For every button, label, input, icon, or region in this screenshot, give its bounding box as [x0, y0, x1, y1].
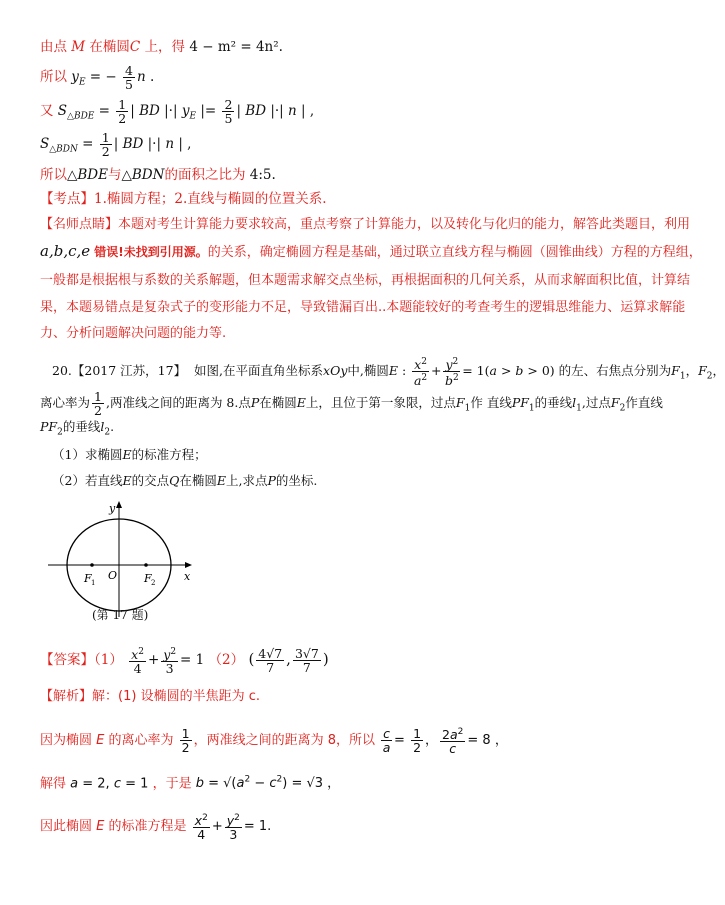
solution-line-3: 又 $S_{\triangle BDE}$ = $\frac{1}{2}$ | BD |·| $y_E$ |= $\frac{2}{5}$ | BD |·| n | ,: [40, 97, 315, 126]
y-axis-label: y: [109, 502, 116, 515]
kaodian-line: 【考点】1.椭圆方程；2.直线与椭圆的位置关系.: [40, 191, 327, 207]
problem-line-1: 20.【2017 江苏，17】 如图,在平面直角坐标系xOy中,椭圆E : $\frac{x^2}{a^2}$ + $\frac{y^2}{b^2}$ = 1(a > b > 0) 的左、右焦点分别为$F_1$，$F_2$，: [52, 357, 725, 389]
f2-subscript: 2: [151, 579, 156, 587]
x-axis-label: x: [184, 570, 191, 583]
y-axis-arrow: [116, 501, 122, 508]
solution-line-5: 所以△BDE与△BDN的面积之比为 4:5.: [40, 167, 276, 183]
problem-line-3: $PF_2$的垂线$l_2$.: [40, 419, 115, 438]
question-2: （2）若直线E的交点Q在椭圆E上,求点P的坐标.: [52, 473, 318, 488]
f1-label: F: [84, 572, 92, 585]
f1-subscript: 1: [91, 579, 96, 587]
problem-line-2: 离心率为 $\frac{1}{2}$ ,两准线之间的距离为 8.点P在椭圆E上，且位于第一象限，过点$F_1$作 直线$PF_1$的垂线$l_1$,过点$F_2$作直线: [40, 389, 663, 418]
question-1: （1）求椭圆E的标准方程；: [52, 447, 207, 462]
analysis-line-4: 因此椭圆 E 的标准方程是 $\frac{x^2}{4}$ + $\frac{y^2}{3}$ = 1.: [40, 813, 272, 843]
origin-label: O: [108, 569, 118, 582]
mingshi-line-2: a,b,c,e 错误!未找到引用源。的关系，确定椭圆方程是基础，通过联立直线方程与椭圆（圆锥曲线）方程的方程组，: [40, 242, 702, 260]
x-axis-arrow: [185, 562, 192, 568]
focus-f1-point: [90, 563, 94, 567]
figure-caption: (第 17 题): [92, 608, 149, 622]
mingshi-line-4: 果，本题易错点是复杂式子的变形能力不足，导致错漏百出..本题能较好的考查考生的逻辑思维能力、运算求解能: [40, 300, 686, 315]
solution-line-2: 所以 $y_E$ = − $\frac{4}{5}$ n .: [40, 63, 155, 92]
analysis-line-1: 【解析】解：(1) 设椭圆的半焦距为 c.: [40, 689, 260, 704]
analysis-line-3: 解得 a = 2, c = 1 ，于是 $b = √(a^2 - c^2) = √3$ ，: [40, 775, 341, 792]
mingshi-line-3: 一般都是根据根与系数的关系解题，但本题需求解交点坐标，再根据面积的几何关系，从而求解面积比值，计算结: [40, 273, 691, 288]
solution-line-4: $S_{\triangle BDN}$ = $\frac{1}{2}$ | BD |·| n | ,: [40, 130, 192, 159]
focus-f2-point: [144, 563, 148, 567]
mingshi-line-5: 力、分析问题解决问题的能力等.: [40, 326, 227, 341]
solution-line-1: 由点 M 在椭圆C 上，得 4 − m² = 4n².: [40, 39, 283, 55]
analysis-line-2: 因为椭圆 E 的离心率为 $\frac{1}{2}$ ，两准线之间的距离为 8，所以 $\frac{c}{a}$ = $\frac{1}{2}$ ， $\frac{2a^2}{c}$ = 8 ，: [40, 726, 508, 757]
f2-label: F: [144, 572, 152, 585]
answer-line: 【答案】（1） $\frac{x^2}{4}$ + $\frac{y^2}{3}$ = 1 （2） ( $\frac{4√7}{7}$ , $\frac{3√7}{7}$ ): [40, 645, 329, 677]
reference-error: 错误!未找到引用源。: [94, 245, 208, 259]
mingshi-line-1: 【名师点睛】本题对考生计算能力要求较高，重点考察了计算能力，以及转化与化归的能力，解答此类题目，利用: [40, 217, 691, 232]
